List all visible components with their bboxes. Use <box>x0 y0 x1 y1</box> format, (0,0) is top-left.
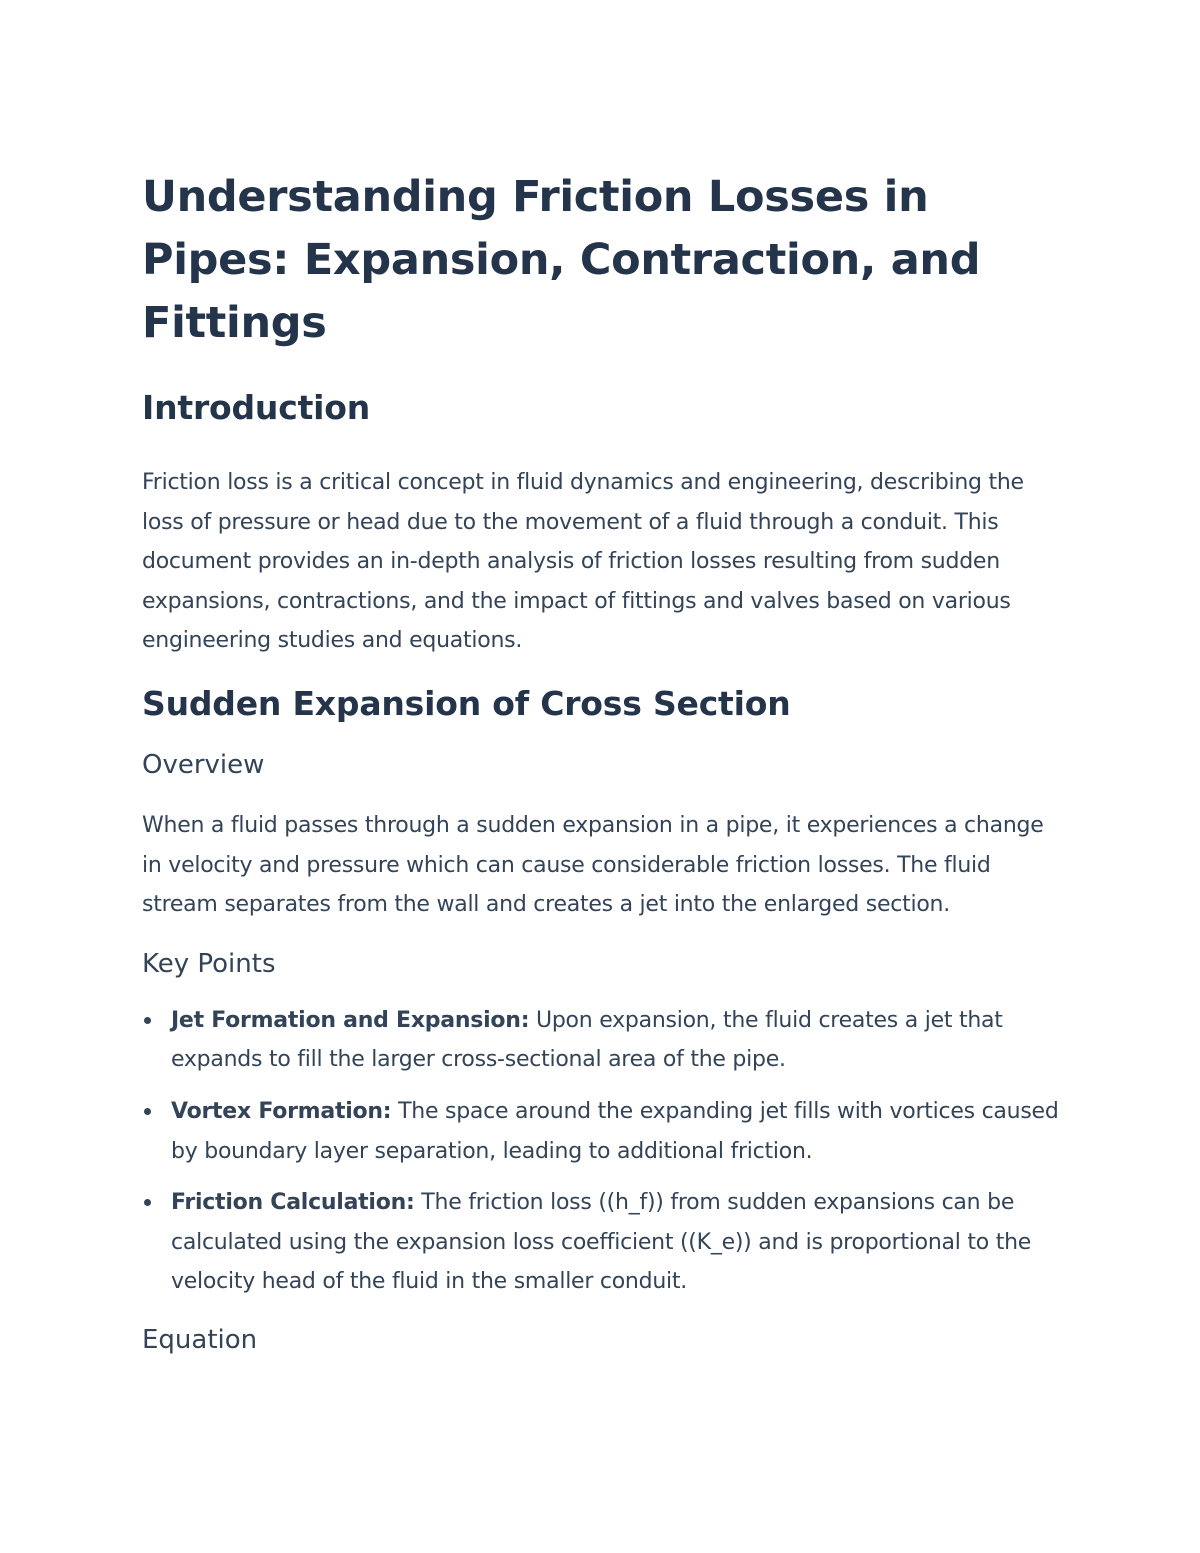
bullet-icon <box>144 1108 151 1115</box>
list-item-text: The friction loss ((h_f)) from sudden expansions can be calculated using the expansion loss coefficient ((K_e)) and is proportional to the velocity head of the fluid in the smaller conduit. <box>171 1190 1032 1295</box>
introduction-paragraph: Friction loss is a critical concept in fluid dynamics and engineering, describing the loss of pressure or head due to the movement of a fluid through a conduit. This document provides an in-depth analysis of friction losses resulting from sudden expansions, contractions, and the impact of fittings and valves based on various engineering studies and equations. <box>142 470 1024 654</box>
key-points-heading: Key Points <box>142 948 276 979</box>
equation-heading: Equation <box>142 1324 258 1355</box>
list-item-term: Vortex Formation: <box>171 1098 392 1124</box>
list-item <box>142 1001 1062 1080</box>
list-item <box>142 1183 1062 1302</box>
sudden-expansion-heading: Sudden Expansion of Cross Section <box>142 683 791 723</box>
introduction-heading: Introduction <box>142 388 371 427</box>
list-item <box>142 1092 1062 1171</box>
list-item-text: The space around the expanding jet fills with vortices caused by boundary layer separation, leading to additional friction. <box>171 1098 1059 1164</box>
document-title: Understanding Friction Losses in Pipes: Expansion, Contraction, and Fittings <box>142 172 981 348</box>
overview-paragraph: When a fluid passes through a sudden expansion in a pipe, it experiences a change in velocity and pressure which can cause considerable friction losses. The fluid stream separates from the wall and creates a jet into the enlarged section. <box>142 812 1044 918</box>
key-points-list <box>142 1001 1062 1302</box>
overview-heading: Overview <box>142 749 265 780</box>
list-item-term: Jet Formation and Expansion: <box>171 1007 530 1033</box>
list-item-text: Upon expansion, the fluid creates a jet that expands to fill the larger cross-sectional area of the pipe. <box>171 1007 1003 1073</box>
document-page <box>142 166 1062 1358</box>
list-item-term: Friction Calculation: <box>171 1190 415 1216</box>
bullet-icon <box>144 1017 151 1024</box>
bullet-icon <box>144 1199 151 1206</box>
